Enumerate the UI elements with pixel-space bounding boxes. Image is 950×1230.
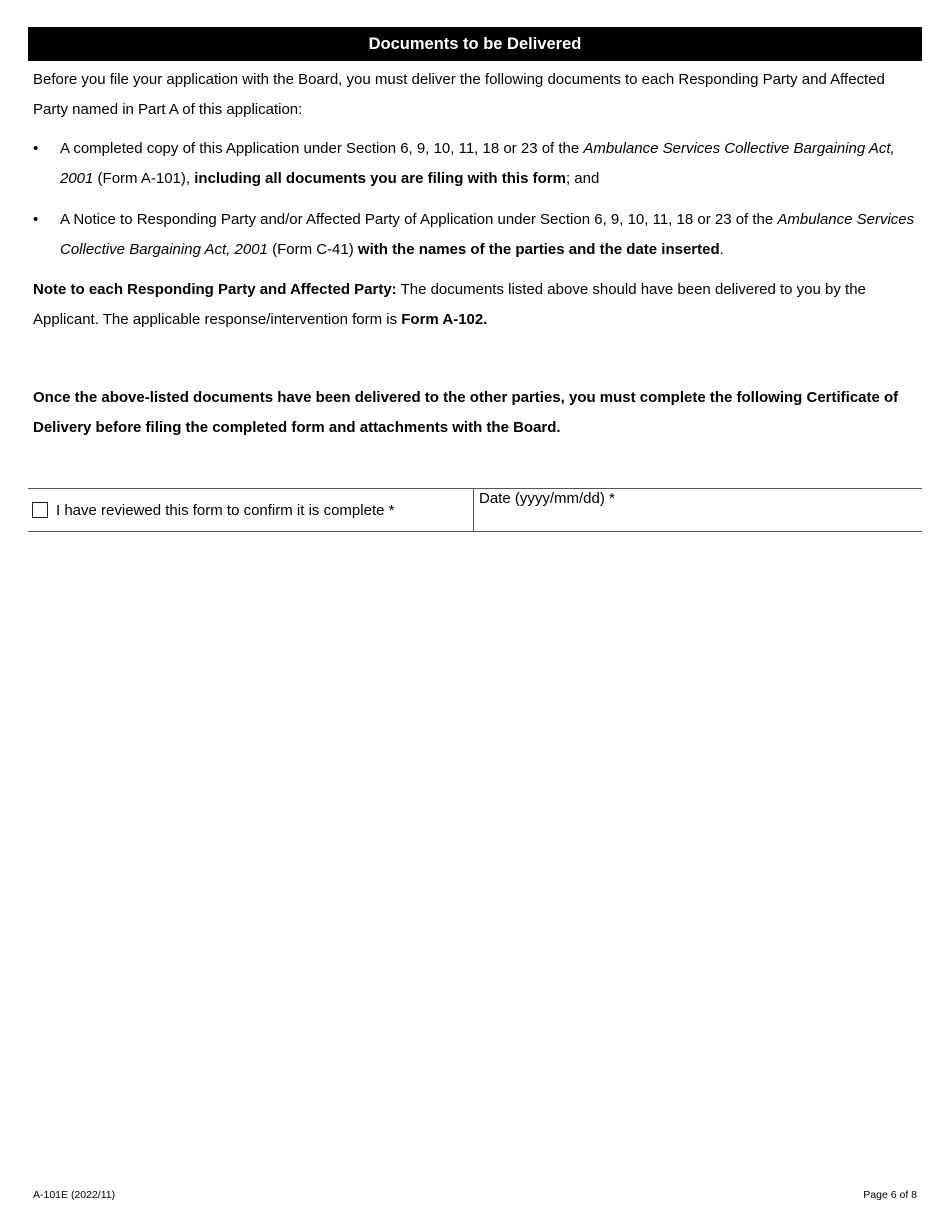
act-title: Ambulance Services Collective Bargaining Act, 2001	[60, 211, 915, 258]
bullet-text: A Notice to Responding Party and/or Affected Party of Application under Section 6, 9, 10, 11, 18 or 23 of the Ambulance Services Collective Bargaining Act, 2001 (Form C-41) with the names of the parties and the date inserted.	[60, 211, 915, 258]
section-title: Documents to be Delivered	[368, 34, 582, 53]
bullet-text: A completed copy of this Application under Section 6, 9, 10, 11, 18 or 23 of the Ambulance Services Collective Bargaining Act, 2001 (Form A-101), including all documents you are filing with this form; and	[60, 140, 895, 187]
review-checkbox-label: I have reviewed this form to confirm it is complete *	[56, 501, 395, 519]
note-paragraph: Note to each Responding Party and Affected Party: The documents listed above should have been delivered to you by the Applicant. The applicable response/intervention form is Form A-102.	[33, 281, 866, 328]
bullet-symbol: •	[33, 211, 39, 228]
date-label: Date (yyyy/mm/dd) *	[479, 490, 615, 507]
section-header	[28, 27, 922, 61]
instruction-paragraph: Once the above-listed documents have been delivered to the other parties, you must complete the following Certificate of Delivery before filing the completed form and attachments with the Board.	[33, 389, 899, 436]
bullet-item	[33, 205, 918, 264]
bullet-item	[33, 134, 918, 193]
review-confirmation-cell	[28, 489, 474, 531]
act-title: Ambulance Services Collective Bargaining Act, 2001	[60, 140, 895, 187]
form-code: A-101E (2022/11)	[33, 1189, 116, 1201]
bullet-symbol: •	[33, 140, 39, 157]
page-number: Page 6 of 8	[863, 1189, 917, 1201]
emphasis-text: with the names of the parties and the date inserted	[357, 240, 720, 258]
date-input[interactable]	[475, 489, 926, 533]
review-checkbox[interactable]	[32, 502, 48, 518]
emphasis-text: including all documents you are filing with this form	[194, 169, 566, 187]
certificate-of-delivery	[28, 488, 922, 532]
date-cell	[475, 489, 922, 531]
form-reference: Form A-102.	[401, 310, 488, 328]
note-lead: Note to each Responding Party and Affected Party:	[33, 281, 397, 298]
intro-paragraph: Before you file your application with the Board, you must deliver the following documents to each Responding Party and Affected Party named in Part A of this application:	[33, 71, 885, 118]
